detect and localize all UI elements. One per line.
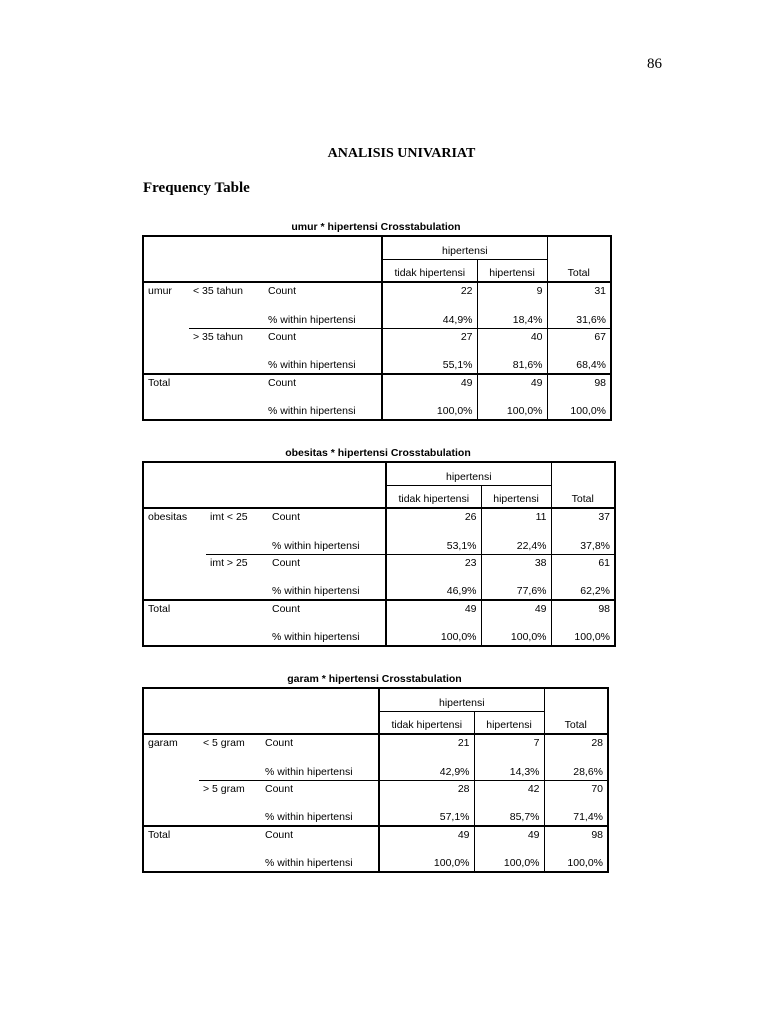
percent-cell: 46,9% xyxy=(386,577,481,600)
stat-label: % within hipertensi xyxy=(265,857,353,869)
total-count-cell: 49 xyxy=(474,826,544,849)
column-header: Total xyxy=(544,711,608,734)
stat-label: Count xyxy=(264,374,382,397)
total-label: Total xyxy=(143,600,268,646)
stat-label: % within hipertensi xyxy=(268,359,356,371)
percent-cell: 68,4% xyxy=(547,351,611,374)
total-percent-cell: 100,0% xyxy=(379,849,474,872)
total-count-cell: 49 xyxy=(382,374,477,397)
stat-label: Count xyxy=(268,600,386,623)
percent-cell: 77,6% xyxy=(481,577,551,600)
percent-cell: 71,4% xyxy=(544,803,608,826)
row-group-label: > 35 tahun xyxy=(189,328,264,374)
total-label: Total xyxy=(143,374,264,420)
total-percent-cell: 100,0% xyxy=(551,623,615,646)
stat-label: % within hipertensi xyxy=(268,313,356,326)
total-count-cell: 49 xyxy=(386,600,481,623)
row-group-label: < 5 gram xyxy=(199,734,261,780)
crosstab-table xyxy=(142,461,616,647)
stat-label: % within hipertensi xyxy=(272,631,360,643)
count-cell: 22 xyxy=(382,282,477,305)
column-header: hipertensi xyxy=(477,259,547,282)
percent-cell: 62,2% xyxy=(551,577,615,600)
count-cell: 28 xyxy=(544,734,608,757)
column-header: Total xyxy=(551,485,615,508)
percent-cell: 55,1% xyxy=(382,351,477,374)
column-header: hipertensi xyxy=(481,485,551,508)
page-title: ANALISIS UNIVARIAT xyxy=(327,146,476,161)
total-percent-cell: 100,0% xyxy=(544,849,608,872)
count-cell: 9 xyxy=(477,282,547,305)
count-cell: 11 xyxy=(481,508,551,531)
total-percent-cell: 100,0% xyxy=(386,623,481,646)
count-cell: 70 xyxy=(544,780,608,803)
section-title: Frequency Table xyxy=(143,180,250,196)
total-label: Total xyxy=(143,826,261,872)
row-variable-label: garam xyxy=(143,734,199,826)
count-cell: 40 xyxy=(477,328,547,351)
row-variable-label: obesitas xyxy=(143,508,206,600)
row-variable-label: umur xyxy=(143,282,189,374)
column-group-header: hipertensi xyxy=(379,688,544,711)
count-cell: 21 xyxy=(379,734,474,757)
total-count-cell: 49 xyxy=(481,600,551,623)
count-cell: 38 xyxy=(481,554,551,577)
row-group-label: > 5 gram xyxy=(199,780,261,826)
header-blank xyxy=(143,462,386,508)
percent-cell: 22,4% xyxy=(481,531,551,554)
crosstab-table xyxy=(142,235,612,421)
percent-cell: 57,1% xyxy=(379,803,474,826)
count-cell: 31 xyxy=(547,282,611,305)
column-header: hipertensi xyxy=(474,711,544,734)
stat-label: % within hipertensi xyxy=(272,585,360,597)
total-percent-cell: 100,0% xyxy=(477,397,547,420)
count-cell: 23 xyxy=(386,554,481,577)
column-header: tidak hipertensi xyxy=(379,711,474,734)
stat-label: % within hipertensi xyxy=(272,539,360,552)
total-count-cell: 98 xyxy=(551,600,615,623)
percent-cell: 31,6% xyxy=(547,305,611,328)
percent-cell: 37,8% xyxy=(551,531,615,554)
header-spacer xyxy=(551,462,615,485)
count-cell: 67 xyxy=(547,328,611,351)
stat-label: Count xyxy=(268,554,386,577)
total-count-cell: 49 xyxy=(379,826,474,849)
percent-cell: 53,1% xyxy=(386,531,481,554)
header-blank xyxy=(143,236,382,282)
percent-cell: 44,9% xyxy=(382,305,477,328)
stat-label: Count xyxy=(261,826,379,849)
table-caption: obesitas * hipertensi Crosstabulation xyxy=(285,447,471,459)
count-cell: 7 xyxy=(474,734,544,757)
header-spacer xyxy=(547,236,611,259)
percent-cell: 18,4% xyxy=(477,305,547,328)
total-percent-cell: 100,0% xyxy=(382,397,477,420)
page-number: 86 xyxy=(647,56,662,72)
percent-cell: 81,6% xyxy=(477,351,547,374)
count-cell: 28 xyxy=(379,780,474,803)
column-header: tidak hipertensi xyxy=(386,485,481,508)
count-cell: 61 xyxy=(551,554,615,577)
row-group-label: imt > 25 xyxy=(206,554,268,600)
total-count-cell: 98 xyxy=(547,374,611,397)
percent-cell: 14,3% xyxy=(474,757,544,780)
count-cell: 27 xyxy=(382,328,477,351)
stat-label: % within hipertensi xyxy=(265,765,353,778)
stat-label: Count xyxy=(264,328,382,351)
total-percent-cell: 100,0% xyxy=(474,849,544,872)
stat-label: Count xyxy=(261,780,379,803)
stat-label: Count xyxy=(261,734,379,757)
count-cell: 26 xyxy=(386,508,481,531)
crosstab-table xyxy=(142,687,609,873)
table-caption: umur * hipertensi Crosstabulation xyxy=(291,221,461,233)
row-group-label: imt < 25 xyxy=(206,508,268,554)
percent-cell: 42,9% xyxy=(379,757,474,780)
total-percent-cell: 100,0% xyxy=(481,623,551,646)
column-header: tidak hipertensi xyxy=(382,259,477,282)
total-count-cell: 49 xyxy=(477,374,547,397)
count-cell: 37 xyxy=(551,508,615,531)
header-blank xyxy=(143,688,379,734)
stat-label: Count xyxy=(264,282,382,305)
count-cell: 42 xyxy=(474,780,544,803)
percent-cell: 28,6% xyxy=(544,757,608,780)
column-header: Total xyxy=(547,259,611,282)
total-percent-cell: 100,0% xyxy=(547,397,611,420)
percent-cell: 85,7% xyxy=(474,803,544,826)
row-group-label: < 35 tahun xyxy=(189,282,264,328)
table-caption: garam * hipertensi Crosstabulation xyxy=(287,673,462,685)
stat-label: Count xyxy=(268,508,386,531)
stat-label: % within hipertensi xyxy=(265,811,353,823)
total-count-cell: 98 xyxy=(544,826,608,849)
column-group-header: hipertensi xyxy=(386,462,551,485)
header-spacer xyxy=(544,688,608,711)
stat-label: % within hipertensi xyxy=(268,405,356,417)
column-group-header: hipertensi xyxy=(382,236,547,259)
